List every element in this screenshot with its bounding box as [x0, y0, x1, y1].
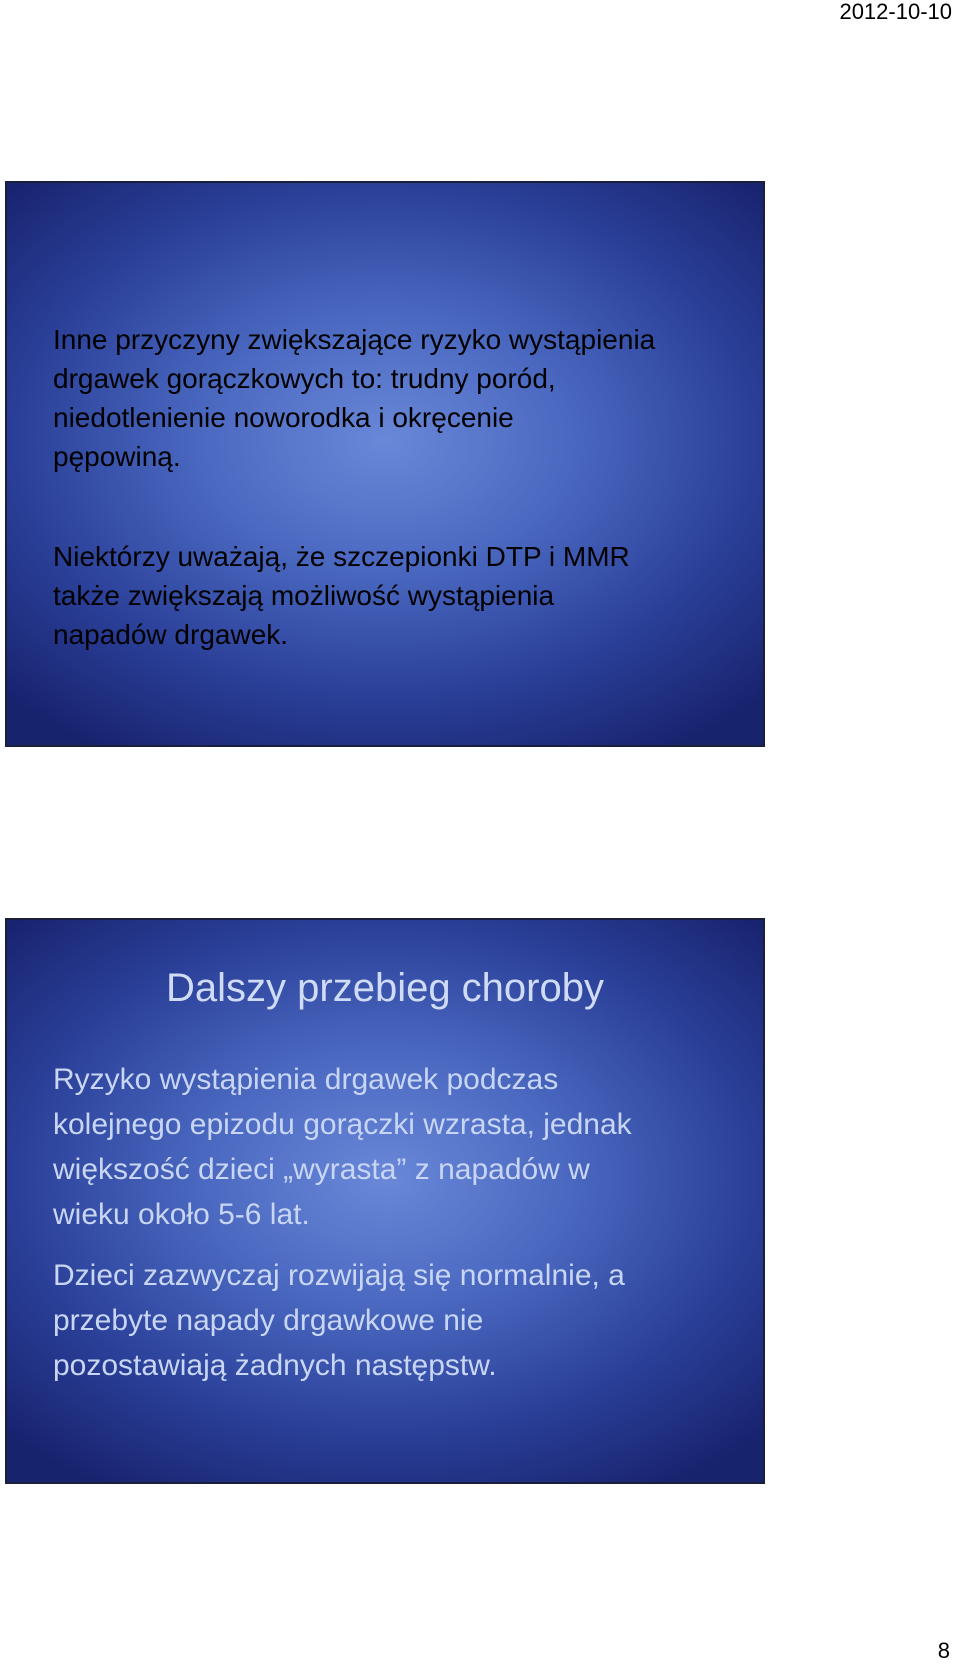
text-line: pępowiną. — [53, 441, 181, 472]
slide-1-paragraph-2 — [53, 537, 733, 654]
slide-1 — [5, 181, 765, 747]
slide-1-paragraph-1 — [53, 320, 733, 476]
text-line: kolejnego epizodu gorączki wzrasta, jednak — [53, 1108, 632, 1141]
text-line: drgawek gorączkowych to: trudny poród, — [53, 363, 556, 394]
slide-2 — [5, 918, 765, 1484]
slide-2-paragraph-1 — [53, 1057, 733, 1237]
text-line: niedotlenienie noworodka i okręcenie — [53, 402, 514, 433]
text-line: Inne przyczyny zwiększające ryzyko wystąpienia — [53, 324, 656, 355]
text-line: większość dzieci „wyrasta” z napadów w — [53, 1153, 590, 1186]
slide-2-title: Dalszy przebieg choroby — [166, 966, 604, 1010]
text-line: Dzieci zazwyczaj rozwijają się normalnie, a — [53, 1259, 625, 1292]
text-line: Niektórzy uważają, że szczepionki DTP i MMR — [53, 541, 630, 572]
text-line: napadów drgawek. — [53, 619, 289, 650]
text-line: pozostawiają żadnych następstw. — [53, 1349, 497, 1382]
text-line: także zwiększają możliwość wystąpienia — [53, 580, 555, 611]
text-line: wieku około 5-6 lat. — [53, 1198, 310, 1231]
slide-2-paragraph-2 — [53, 1253, 733, 1388]
text-line: przebyte napady drgawkowe nie — [53, 1304, 484, 1337]
text-line: Ryzyko wystąpienia drgawek podczas — [53, 1063, 559, 1096]
page-number: 8 — [937, 1638, 950, 1663]
page-date: 2012-10-10 — [839, 0, 952, 24]
